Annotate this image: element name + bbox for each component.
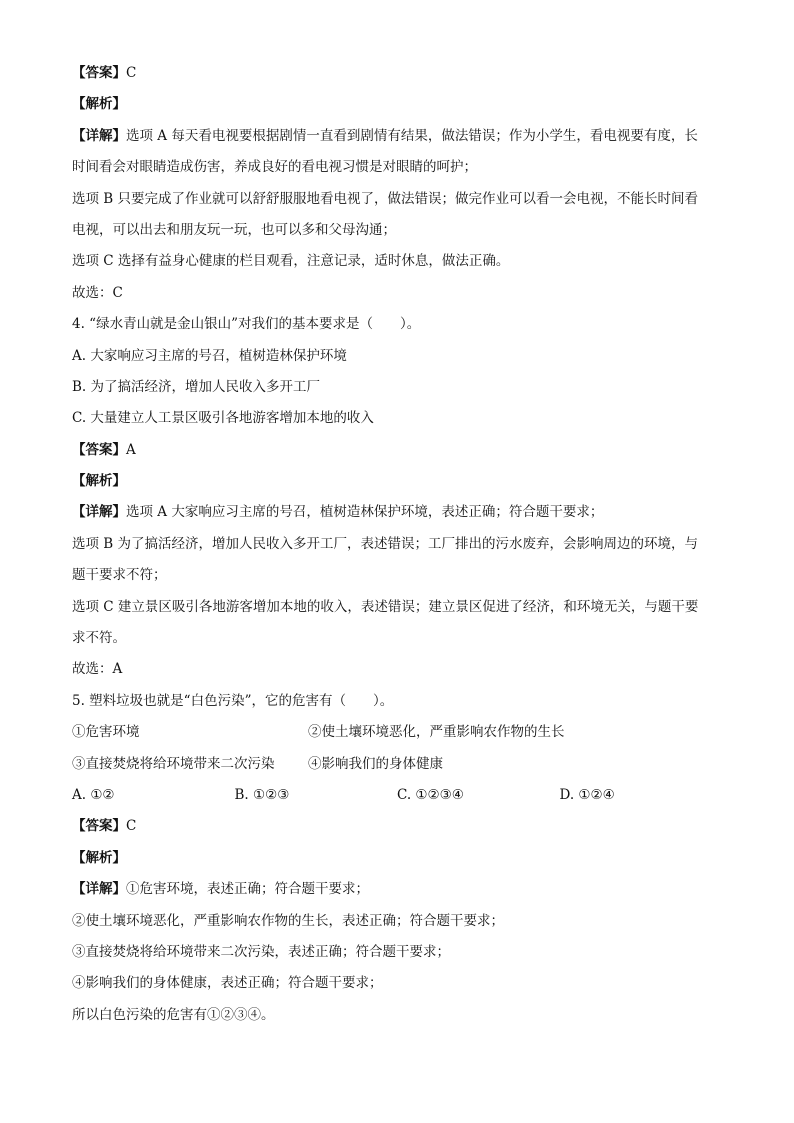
q4-conclusion: 故选：A bbox=[72, 661, 123, 678]
q4-answer bbox=[72, 435, 722, 466]
q5-option-a: A. ①② bbox=[72, 786, 115, 803]
q5-statements-row-2 bbox=[72, 749, 722, 780]
q5-statement-3: ③直接焚烧将给环境带来二次污染 bbox=[72, 755, 275, 772]
detail-tag: 【详解】 bbox=[72, 127, 126, 144]
q5-analysis-tag: 【解析】 bbox=[72, 849, 126, 866]
q3-detail-line-3: 选项 B 只要完成了作业就可以舒舒服服地看电视了，做法错误；做完作业可以看一会电视，不能长时间看 bbox=[72, 190, 699, 207]
q4-detail-line-2: 选项 B 为了搞活经济，增加人民收入多开工厂，表述错误；工厂排出的污水废弃，会影响周边的环境，与 bbox=[72, 535, 699, 552]
q4-option-a: A. 大家响应习主席的号召，植树造林保护环境 bbox=[72, 347, 347, 364]
q3-detail-line-1 bbox=[72, 121, 722, 152]
q4-detail-line-5: 求不符。 bbox=[72, 630, 126, 647]
q4-option-c: C. 大量建立人工景区吸引各地游客增加本地的收入 bbox=[72, 410, 374, 427]
q5-detail-line-4: ④影响我们的身体健康，表述正确；符合题干要求； bbox=[72, 975, 383, 992]
answer-tag: 【答案】 bbox=[72, 441, 126, 458]
q5-option-d: D. ①②④ bbox=[559, 786, 615, 803]
q5-options-row bbox=[72, 780, 722, 811]
answer-tag: 【答案】 bbox=[72, 65, 126, 81]
q4-option-b: B. 为了搞活经济，增加人民收入多开工厂 bbox=[72, 378, 321, 395]
q3-detail-line-2: 时间看会对眼睛造成伤害，养成良好的看电视习惯是对眼睛的呵护； bbox=[72, 159, 477, 176]
q5-statement-2: ②使土壤环境恶化，严重影响农作物的生长 bbox=[308, 724, 565, 741]
q5-detail-line-3: ③直接焚烧将给环境带来二次污染，表述正确；符合题干要求； bbox=[72, 943, 450, 960]
q5-option-b: B. ①②③ bbox=[234, 786, 290, 803]
q4-analysis-tag: 【解析】 bbox=[72, 473, 126, 490]
answer-tag: 【答案】 bbox=[72, 818, 126, 835]
q5-detail-line-1 bbox=[72, 874, 722, 905]
q5-option-c: C. ①②③④ bbox=[397, 786, 464, 803]
q3-conclusion: 故选：C bbox=[72, 284, 123, 301]
answer-value: C bbox=[126, 818, 137, 835]
q4-detail-line-1 bbox=[72, 497, 722, 528]
q5-answer bbox=[72, 811, 722, 842]
answer-value: A bbox=[126, 441, 136, 458]
q5-stem: 5. 塑料垃圾也就是“白色污染”，它的危害有（ ）。 bbox=[72, 692, 394, 709]
q5-detail-line-2: ②使土壤环境恶化，严重影响农作物的生长，表述正确；符合题干要求； bbox=[72, 912, 504, 929]
q5-statement-1: ①危害环境 bbox=[72, 724, 140, 741]
answer-value: C bbox=[126, 65, 137, 81]
detail-tag: 【详解】 bbox=[72, 881, 126, 898]
detail-text: ①危害环境，表述正确；符合题干要求； bbox=[126, 881, 369, 898]
q4-stem: 4. “绿水青山就是金山银山”对我们的基本要求是（ ）。 bbox=[72, 316, 421, 333]
document-page bbox=[72, 58, 722, 1031]
q3-analysis-tag: 【解析】 bbox=[72, 96, 126, 113]
q5-detail-line-5: 所以白色污染的危害有①②③④。 bbox=[72, 1006, 275, 1023]
q3-answer bbox=[72, 58, 722, 89]
detail-tag: 【详解】 bbox=[72, 504, 126, 521]
q5-statement-4: ④影响我们的身体健康 bbox=[308, 755, 443, 772]
q4-detail-line-4: 选项 C 建立景区吸引各地游客增加本地的收入，表述错误；建立景区促进了经济，和环境无关，与题干要 bbox=[72, 598, 699, 615]
detail-text: 选项 A 每天看电视要根据剧情一直看到剧情有结果，做法错误；作为小学生，看电视要有度，长 bbox=[126, 127, 698, 144]
q5-statements-row-1 bbox=[72, 717, 722, 748]
detail-text: 选项 A 大家响应习主席的号召，植树造林保护环境，表述正确；符合题干要求； bbox=[126, 504, 604, 521]
q3-detail-line-5: 选项 C 选择有益身心健康的栏目观看，注意记录，适时休息，做法正确。 bbox=[72, 253, 510, 270]
q4-detail-line-3: 题干要求不符； bbox=[72, 567, 167, 584]
q3-detail-line-4: 电视，可以出去和朋友玩一玩，也可以多和父母沟通； bbox=[72, 221, 396, 238]
